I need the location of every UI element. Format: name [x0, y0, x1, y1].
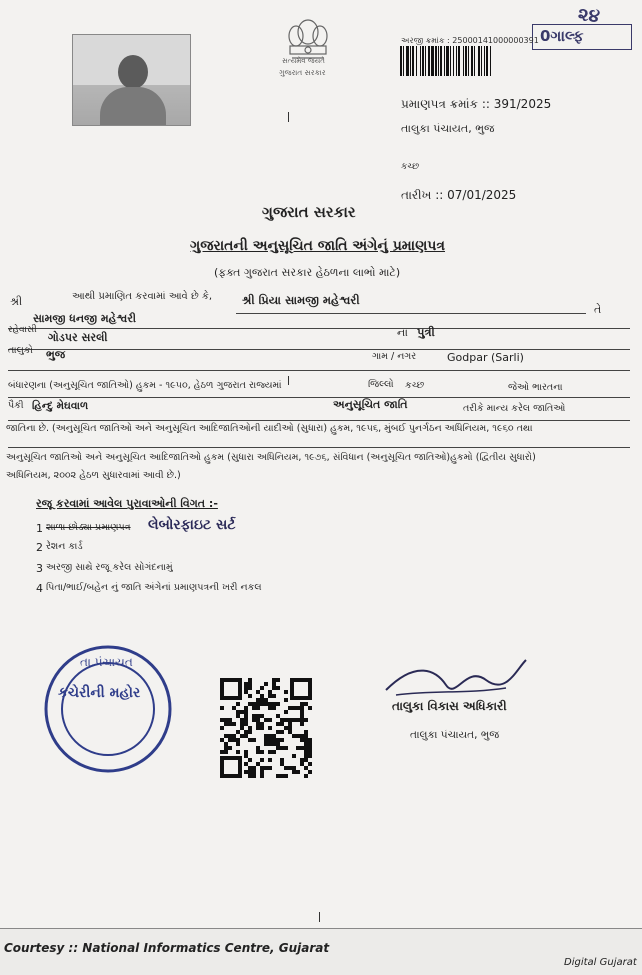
- shri-label: શ્રી: [10, 295, 23, 308]
- footer: [0, 928, 642, 975]
- evidence-item-3-number: 3: [36, 562, 43, 575]
- evidence-item-3: અરજી સાથે રજૂ કરેલ સોગંદનામું: [46, 562, 173, 573]
- evidence-heading: રજૂ કરવામાં આવેલ પુરાવાઓની વિગત :-: [36, 497, 218, 510]
- footer-courtesy: Courtesy :: National Informatics Centre, Gujarat: [4, 941, 330, 955]
- resident-label: રહેવાસી: [8, 325, 37, 335]
- application-number-label: અરજી ક્રમાંક :: [401, 36, 450, 45]
- application-number: [401, 36, 539, 46]
- seal-center-text: કચેરીની મહોર: [58, 685, 141, 701]
- district-name: કચ્છ: [401, 162, 420, 172]
- taluka-label: તાલુકો: [8, 345, 33, 356]
- office-name: તાલુકા પંચાયત, ભુજ: [401, 122, 495, 135]
- para-underline: [8, 447, 630, 448]
- govt-title: ગુજરાત સરકાર: [262, 203, 356, 221]
- evidence-item-2: રેશન કાર્ડ: [46, 541, 83, 552]
- scheduled-caste: અનુસૂચિત જાતિ: [333, 398, 408, 411]
- parent-name: સામજી ધનજી મહેશ્વરી: [33, 312, 137, 325]
- legal-para-3: અધિનિયમ, ૨૦૦૨ હેઠળ સુધારવામાં આવી છે.): [6, 470, 181, 481]
- legal-para-2: અનુસૂચિત જાતિઓ અને અનુસૂચિત આદિજાતિઓ હુકમ (સુધારા અધિનિયમ, ૧૯૭૬, સંવિધાન (અનુસૂચિત જાતિઓ)હુકમો (દ્વિતીય સુધારો): [6, 452, 536, 463]
- const-underline: [8, 397, 630, 398]
- parent-underline: [8, 328, 630, 329]
- district-value: કચ્છ: [405, 380, 425, 391]
- qr-code: [220, 678, 312, 778]
- application-number-value: 25000141000000391: [452, 36, 539, 45]
- issue-date: [401, 188, 516, 203]
- evidence-item-1-handwritten: લેબોરફાઇટ સર્ટ: [148, 517, 236, 533]
- resident-underline: [8, 349, 630, 350]
- district-label: જિલ્લો: [368, 379, 394, 390]
- mark2: [288, 376, 289, 385]
- evidence-item-4: પિતા/ભાઈ/બહેન નું જાતિ અંગેનાં પ્રમાણપત્રની ખરી નકલ: [46, 582, 262, 593]
- resident-village-handwritten: ગોડપર સરલી: [48, 331, 108, 344]
- issue-date-label: તારીખ ::: [401, 188, 444, 202]
- evidence-item-2-number: 2: [36, 541, 43, 554]
- evidence-item-1-struck: શાળા છોડ્યા પ્રમાણપત્ર: [46, 522, 131, 533]
- village-label: ગામ / નગર: [372, 351, 417, 362]
- within-label: પૈકી: [8, 400, 24, 411]
- top-right-number: ૨૪: [576, 3, 601, 28]
- certificate-title: ગુજરાતની અનુસૂચિત જાતિ અંગેનું પ્રમાણપત્ર: [190, 238, 446, 254]
- india-text: જેઓ ભારતના: [508, 382, 563, 393]
- mark3: [319, 912, 320, 922]
- certify-prefix: આથી પ્રમાણિત કરવામાં આવે છે કે,: [72, 291, 213, 302]
- village-value: Godpar (Sarli): [447, 351, 524, 364]
- name-underline: [236, 313, 586, 314]
- issue-date-value: 07/01/2025: [447, 188, 517, 202]
- certificate-number: [401, 97, 551, 112]
- emblem-govt: ગુજરાત સરકાર: [279, 68, 326, 77]
- relation-prefix: ના: [397, 326, 408, 339]
- applicant-name: શ્રી પ્રિયા સામજી મહેશ્વરી: [242, 293, 360, 307]
- applicant-photo: [72, 34, 191, 126]
- certificate-number-value: 391/2025: [493, 97, 552, 111]
- taluka-underline: [8, 370, 630, 371]
- barcode: [400, 46, 546, 76]
- footer-brand: Digital Gujarat: [564, 957, 637, 968]
- mark: [288, 112, 289, 122]
- taluka-value: ભુજ: [46, 348, 66, 361]
- caste-name: હિન્દુ મેઘવાળ: [32, 400, 89, 412]
- constitution-text: બંધારણના (અનુસૂચિત જાતિઓ) હુકમ - ૧૯૫૦, હેઠળ ગુજરાત રાજ્યમાં: [8, 380, 282, 391]
- signatory-designation: તાલુકા વિકાસ અધિકારી: [392, 699, 507, 713]
- emblem-motto: સત્યમેવ જયતે: [282, 57, 325, 65]
- caste-underline: [8, 420, 630, 421]
- certificate-number-label: પ્રમાણપત્ર ક્રમાંક ::: [401, 97, 490, 111]
- relation: પુત્રી: [417, 325, 435, 339]
- certify-suffix: તે: [594, 303, 602, 316]
- signatory-office: તાલુકા પંચાયત, ભુજ: [410, 729, 500, 741]
- legal-para-1: જાતિના છે. (અનુસૂચિત જાતિઓ અને અનુસૂચિત આદિજાતિઓની યાદીઓ (સુધારા) હુકમ, ૧૯૫૬, મુંબઈ પુનર્ગઠન અધિનિયમ, ૧૯૬૦ તથા: [6, 423, 533, 434]
- evidence-item-4-number: 4: [36, 582, 43, 595]
- seal-ring-text: તા.પંચાયત: [80, 655, 133, 669]
- certificate-subtitle: (ફક્ત ગુજરાત સરકાર હેઠળના લાભો માટે): [214, 266, 401, 279]
- top-right-code: 0ગાલ્ફ: [540, 27, 584, 45]
- evidence-item-1-number: 1: [36, 522, 43, 535]
- recognised-text: તરીકે માન્ય કરેલ જાતિઓ: [463, 403, 566, 414]
